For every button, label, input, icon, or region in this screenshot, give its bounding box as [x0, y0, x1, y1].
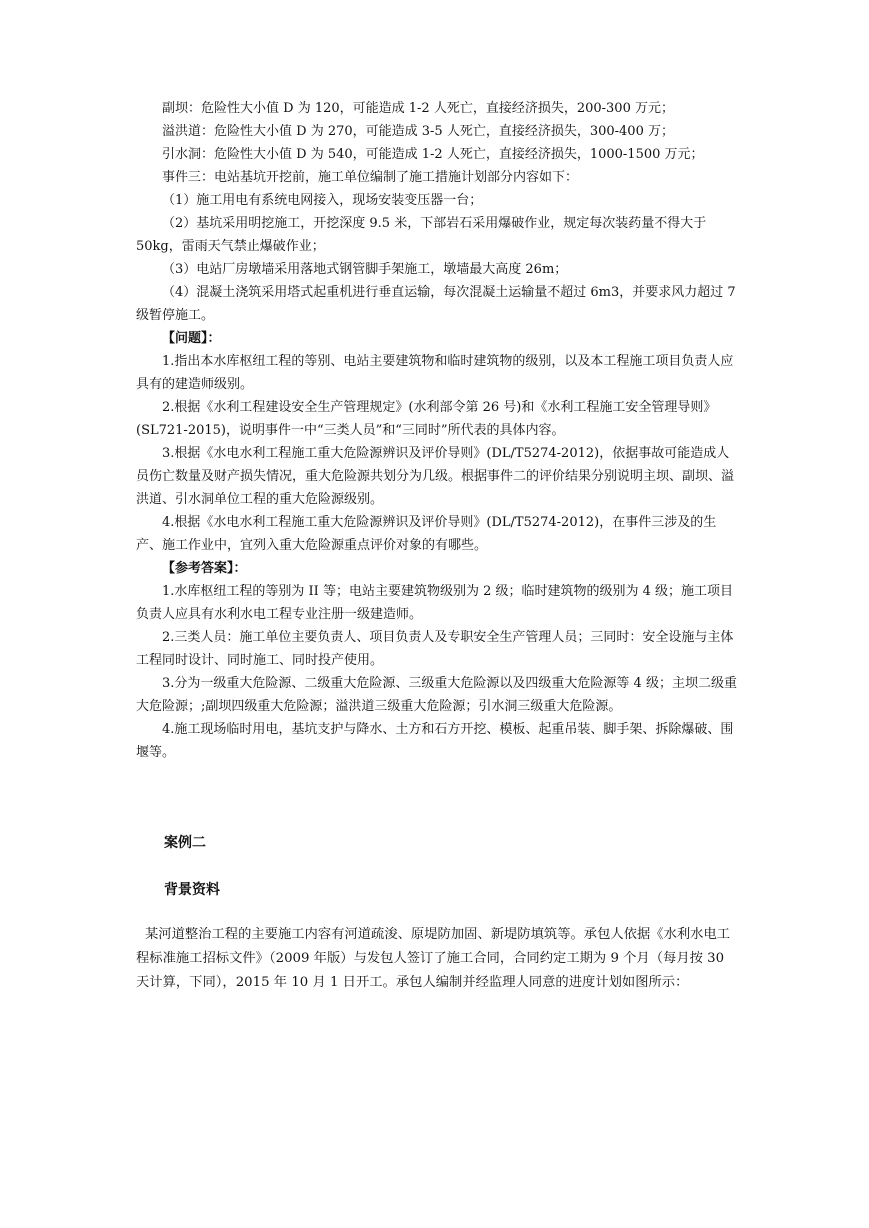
background-title: 背景资料: [164, 882, 220, 898]
paragraph: （4）混凝土浇筑采用塔式起重机进行垂直运输，每次混凝土运输量不超过 6m3，并要求风力超过 7 级暂停施工。: [136, 285, 736, 323]
question-item: 1.指出本水库枢纽工程的等别、电站主要建筑物和临时建筑物的级别，以及本工程施工项目负责人应具有的建造师级别。: [136, 354, 734, 392]
paragraph: 引水洞：危险性大小值 D 为 540，可能造成 1-2 人死亡，直接经济损失，1000-1500 万元；: [162, 147, 704, 162]
answer-item: 4.施工现场临时用电，基坑支护与降水、土方和石方开挖、模板、起重吊装、脚手架、拆除爆破、围堰等。: [136, 722, 734, 760]
paragraph: 事件三：电站基坑开挖前，施工单位编制了施工措施计划部分内容如下：: [162, 170, 579, 185]
paragraph: 溢洪道：危险性大小值 D 为 270，可能造成 3-5 人死亡，直接经济损失，300-400 万；: [162, 124, 674, 139]
questions-heading: 【问题】：: [162, 331, 221, 346]
answer-item: 3.分为一级重大危险源、二级重大危险源、三级重大危险源以及四级重大危险源等 4 级；主坝二级重大危险源；;副坝四级重大危险源；溢洪道三级重大危险源；引水洞三级重大危险源。: [136, 676, 737, 714]
answer-item: 2.三类人员：施工单位主要负责人、项目负责人及专职安全生产管理人员；三同时：安全设施与主体工程同时设计、同时施工、同时投产使用。: [136, 630, 734, 668]
question-item: 2.根据《水利工程建设安全生产管理规定》(水利部令第 26 号)和《水利工程施工安全管理导则》(SL721-2015)，说明事件一中“三类人员”和“三同时”所代表的具体内容。: [136, 400, 717, 438]
answers-heading: 【参考答案】：: [162, 561, 247, 576]
question-item: 4.根据《水电水利工程施工重大危险源辨识及评价导则》(DL/T5274-2012)，在事件三涉及的生产、施工作业中，宜列入重大危险源重点评价对象的有哪些。: [136, 515, 717, 553]
paragraph: （3）电站厂房墩墙采用落地式钢管脚手架施工，墩墙最大高度 26m；: [162, 262, 568, 277]
case-title: 案例二: [164, 835, 206, 851]
case-body: [136, 923, 739, 995]
answer-item: 1.水库枢纽工程的等别为 II 等；电站主要建筑物级别为 2 级；临时建筑物的级别为 4 级；施工项目负责人应具有水利水电工程专业注册一级建造师。: [136, 584, 734, 622]
paragraph: 副坝：危险性大小值 D 为 120，可能造成 1-2 人死亡，直接经济损失，200-300 万元；: [162, 101, 674, 116]
document-body: [136, 97, 739, 764]
case-paragraph: 某河道整治工程的主要施工内容有河道疏浚、原堤防加固、新堤防填筑等。承包人依据《水利水电工程标准施工招标文件》（2009 年版）与发包人签订了施工合同，合同约定工期为 9 个月（每月按 30 天计算，下同），2015 年 10 月 1 日开工。承包人编制并经监理人同意的进度计划如图所示：: [136, 927, 731, 990]
paragraph: （2）基坑采用明挖施工，开挖深度 9.5 米，下部岩石采用爆破作业，规定每次装药量不得大于 50kg，雷雨天气禁止爆破作业；: [136, 216, 707, 254]
question-item: 3.根据《水电水利工程施工重大危险源辨识及评价导则》(DL/T5274-2012)，依据事故可能造成人员伤亡数量及财产损失情况，重大危险源共划分为几级。根据事件二的评价结果分别说明主坝、副坝、溢洪道、引水洞单位工程的重大危险源级别。: [136, 446, 735, 507]
paragraph: （1）施工用电有系统电网接入，现场安装变压器一台；: [162, 193, 483, 208]
